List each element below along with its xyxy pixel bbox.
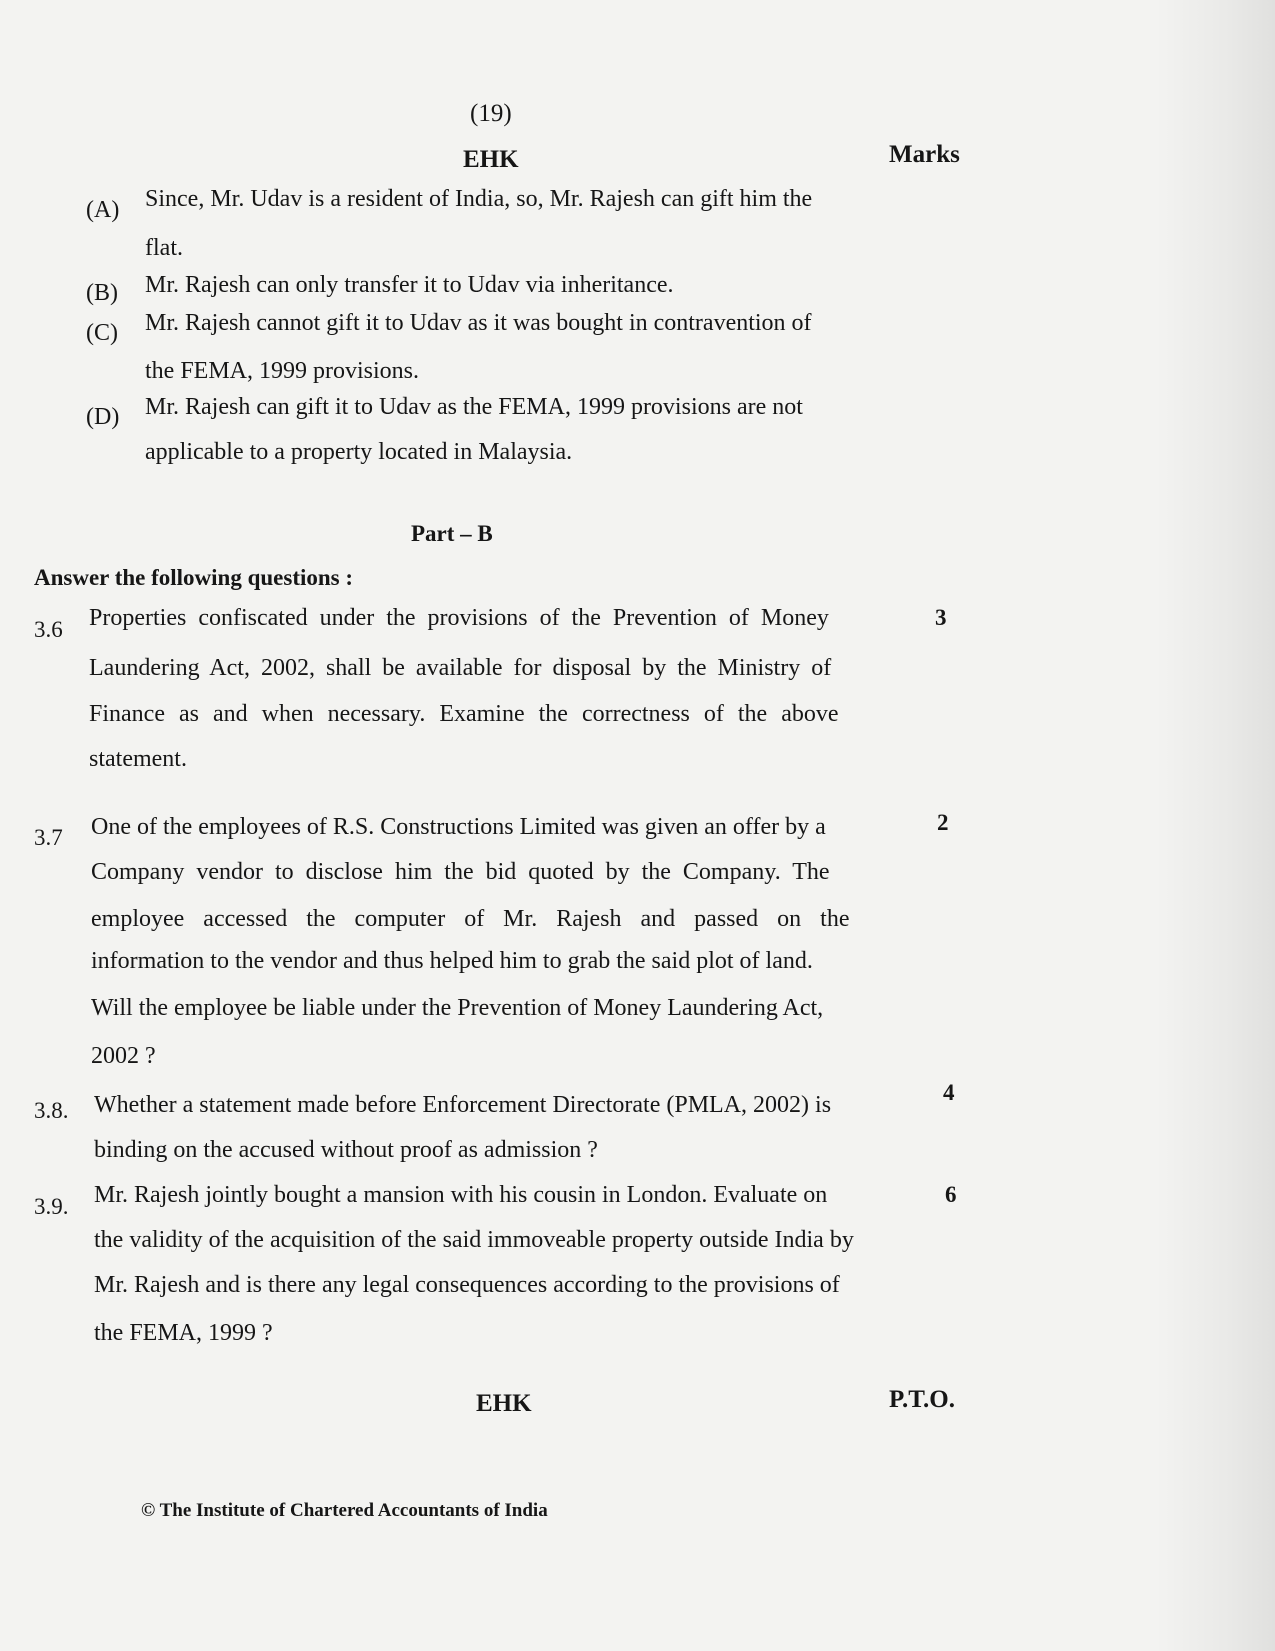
- paper-code-bottom: EHK: [476, 1390, 532, 1417]
- question-3-9-line-2: the validity of the acquisition of the said immoveable property outside India by: [94, 1227, 854, 1253]
- option-d-label: (D): [86, 404, 120, 430]
- question-3-6-line-3: Finance as and when necessary. Examine the correctness of the above: [89, 701, 839, 727]
- question-3-8-line-1: Whether a statement made before Enforcement Directorate (PMLA, 2002) is: [94, 1092, 832, 1118]
- pto-label: P.T.O.: [889, 1386, 955, 1413]
- option-a-label: (A): [86, 197, 120, 223]
- option-a-line-2: flat.: [145, 235, 183, 261]
- option-c-line-1: Mr. Rajesh cannot gift it to Udav as it was bought in contravention of: [145, 310, 812, 336]
- marks-heading: Marks: [889, 141, 960, 168]
- page-number: (19): [470, 100, 512, 127]
- question-3-8-marks: 4: [943, 1080, 955, 1105]
- question-3-9-number: 3.9.: [34, 1194, 69, 1219]
- part-b-title: Part – B: [411, 521, 493, 546]
- question-3-9-line-1: Mr. Rajesh jointly bought a mansion with his cousin in London. Evaluate on: [94, 1182, 828, 1208]
- option-c-label: (C): [86, 320, 118, 346]
- question-3-7-line-5: Will the employee be liable under the Prevention of Money Laundering Act,: [91, 995, 824, 1021]
- question-3-6-line-1: Properties confiscated under the provisions of the Prevention of Money: [89, 605, 829, 631]
- question-3-8-number: 3.8.: [34, 1098, 69, 1123]
- question-3-6-marks: 3: [935, 605, 947, 630]
- option-a-line-1: Since, Mr. Udav is a resident of India, so, Mr. Rajesh can gift him the: [145, 186, 813, 212]
- question-3-7-line-4: information to the vendor and thus helped him to grab the said plot of land.: [91, 948, 813, 974]
- question-3-9-line-3: Mr. Rajesh and is there any legal consequences according to the provisions of: [94, 1272, 840, 1298]
- question-3-7-line-1: One of the employees of R.S. Constructions Limited was given an offer by a: [91, 814, 826, 840]
- question-3-9-line-4: the FEMA, 1999 ?: [94, 1320, 273, 1346]
- option-d-line-1: Mr. Rajesh can gift it to Udav as the FEMA, 1999 provisions are not: [145, 394, 803, 420]
- option-b-line-1: Mr. Rajesh can only transfer it to Udav via inheritance.: [145, 272, 674, 298]
- option-c-line-2: the FEMA, 1999 provisions.: [145, 358, 420, 384]
- question-3-7-line-6: 2002 ?: [91, 1043, 156, 1069]
- question-3-7-number: 3.7: [34, 825, 63, 850]
- question-3-6-line-4: statement.: [89, 746, 187, 772]
- question-3-6-number: 3.6: [34, 617, 63, 642]
- scan-shadow: [1155, 0, 1275, 1651]
- question-3-7-line-3: employee accessed the computer of Mr. Rajesh and passed on the: [91, 906, 850, 932]
- question-3-7-marks: 2: [937, 810, 949, 835]
- option-b-label: (B): [86, 280, 118, 306]
- instruction: Answer the following questions :: [34, 565, 354, 590]
- question-3-6-line-2: Laundering Act, 2002, shall be available for disposal by the Ministry of: [89, 655, 832, 681]
- question-3-9-marks: 6: [945, 1182, 957, 1207]
- question-3-7-line-2: Company vendor to disclose him the bid quoted by the Company. The: [91, 859, 830, 885]
- paper-code-top: EHK: [463, 146, 519, 173]
- copyright-notice: © The Institute of Chartered Accountants of India: [141, 1500, 548, 1521]
- question-3-8-line-2: binding on the accused without proof as admission ?: [94, 1137, 598, 1163]
- option-d-line-2: applicable to a property located in Malaysia.: [145, 439, 573, 465]
